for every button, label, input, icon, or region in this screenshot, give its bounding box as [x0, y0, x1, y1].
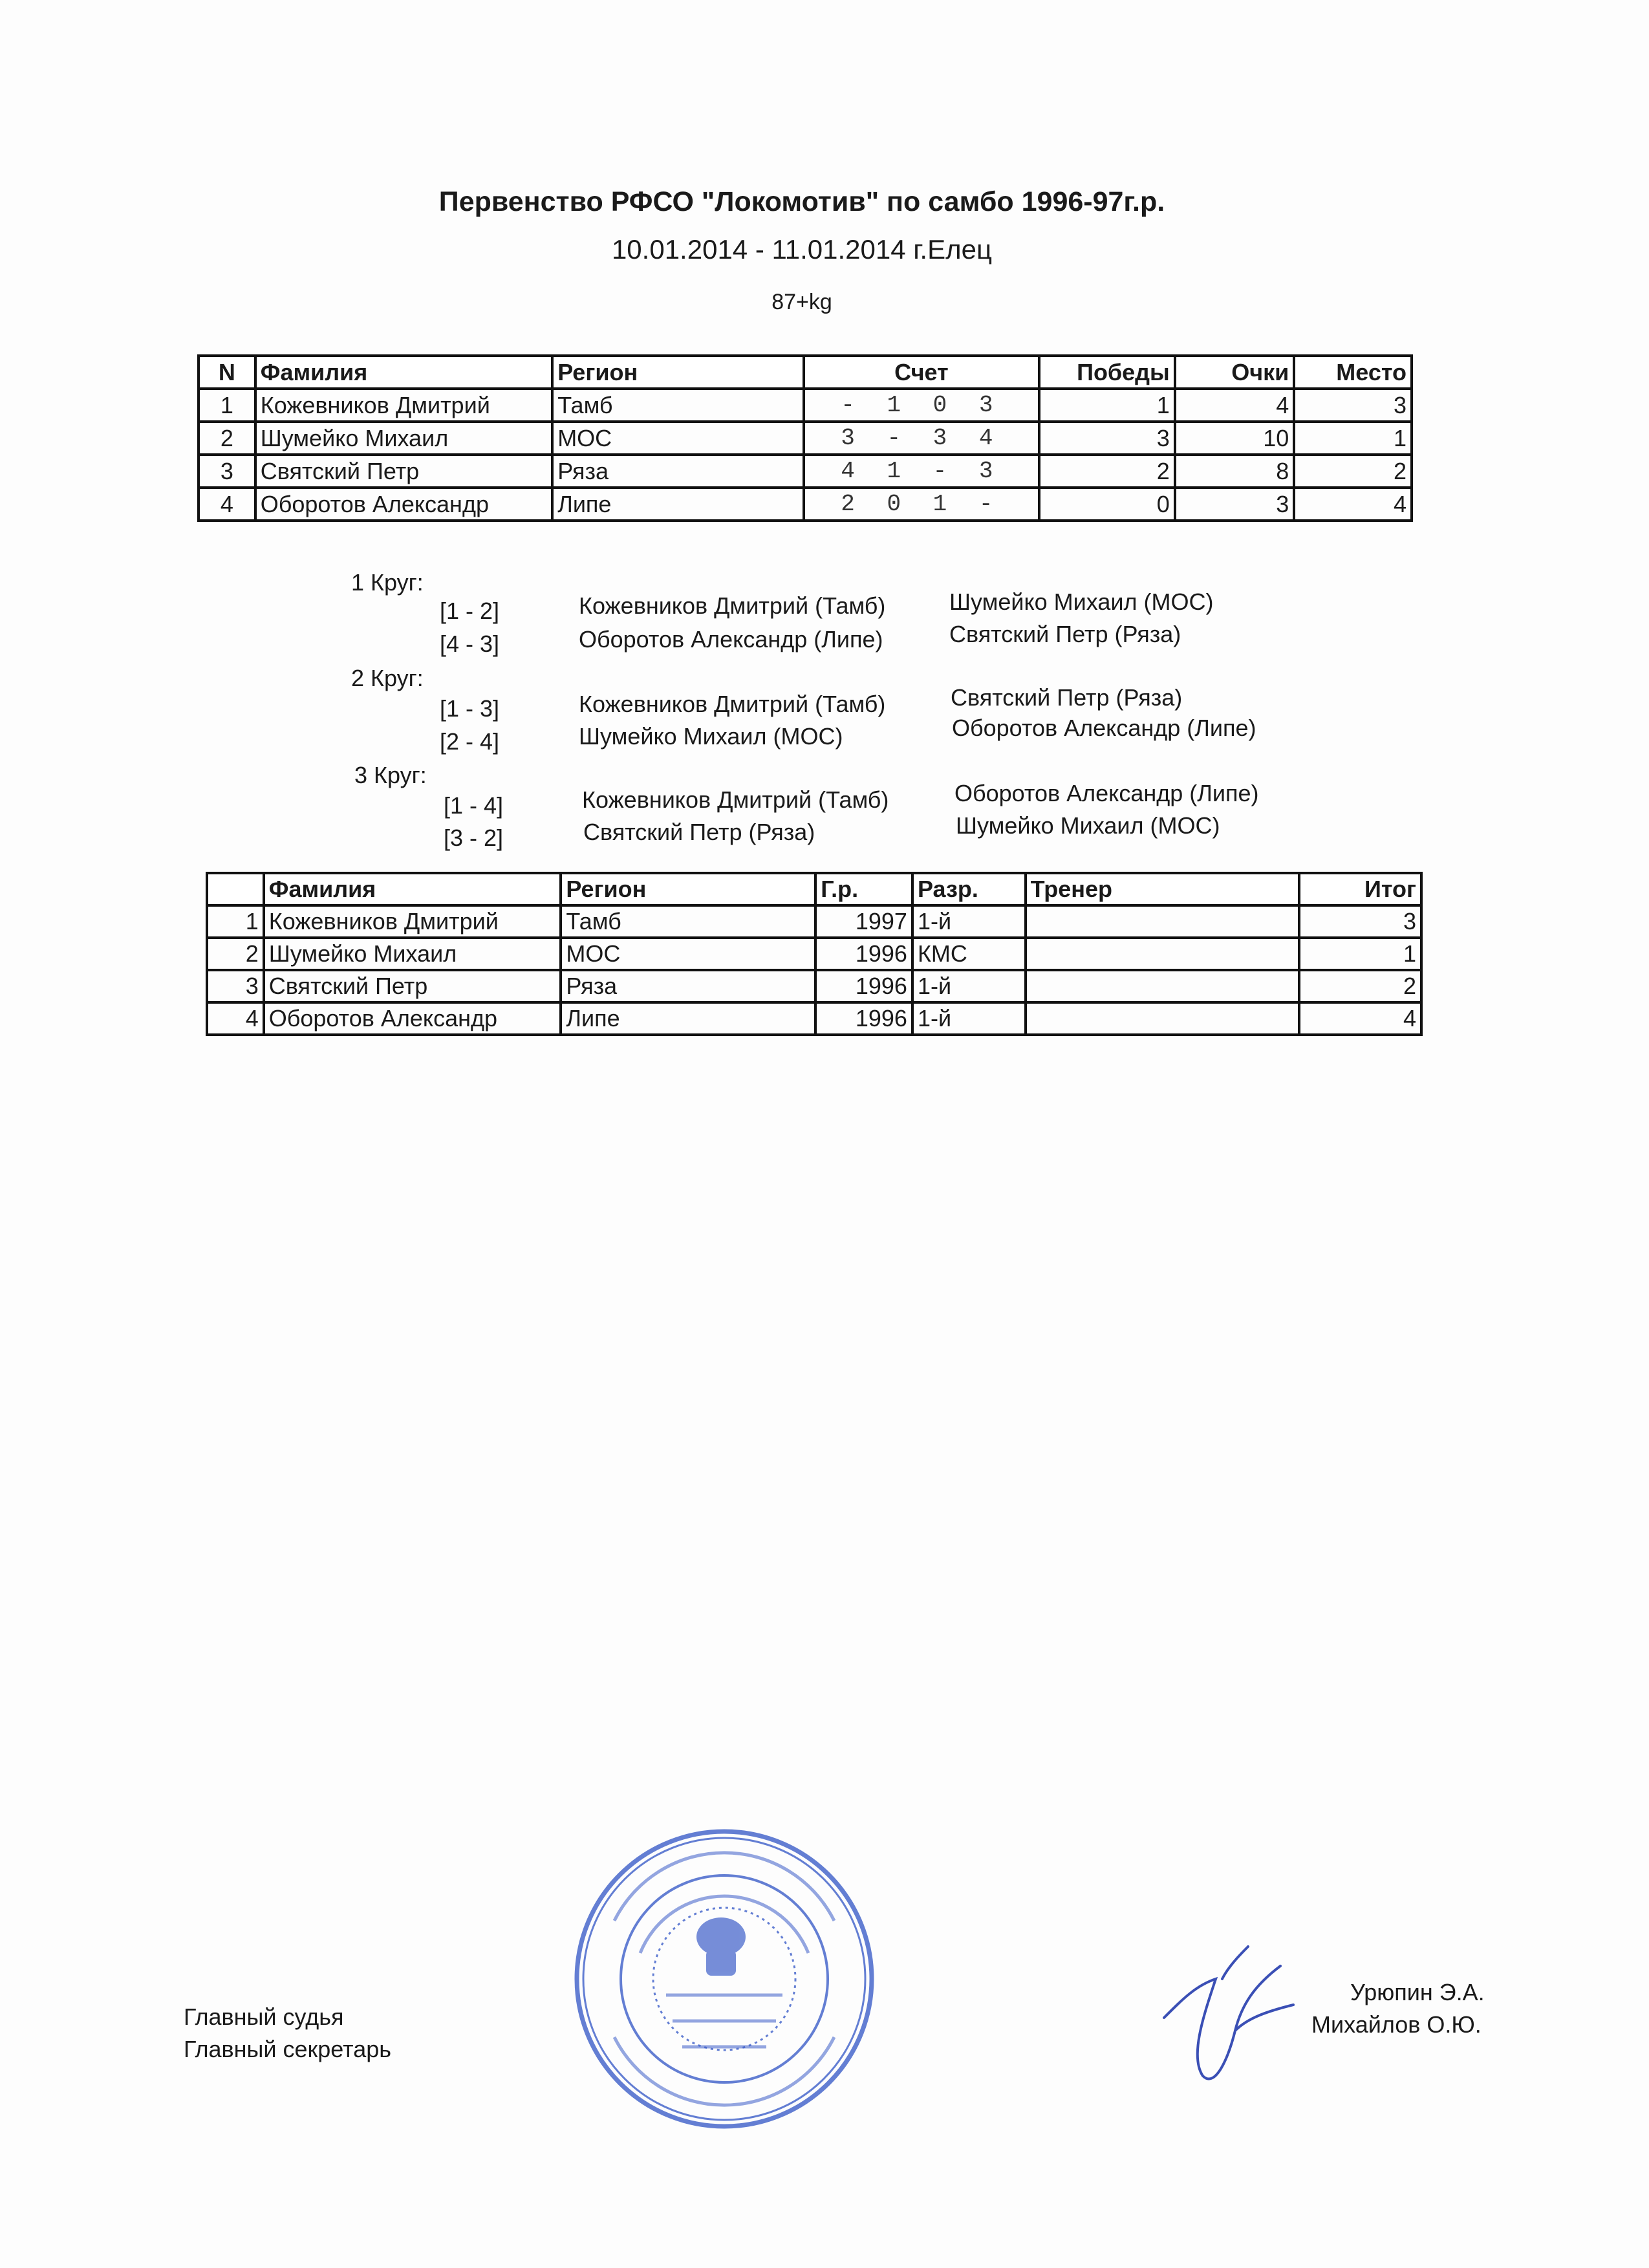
cell-birth-year: 1996 [815, 970, 912, 1002]
cell-rank: 1-й [912, 970, 1026, 1002]
col-header-name: Фамилия [255, 356, 552, 389]
organization-stamp [569, 1824, 879, 2134]
col-header-points: Очки [1175, 356, 1295, 389]
cell-points: 8 [1175, 455, 1295, 488]
cell-total: 3 [1299, 905, 1421, 938]
cell-wins: 3 [1039, 422, 1175, 455]
bout-pair: [2 - 4] [440, 728, 500, 755]
cell-coach [1026, 938, 1300, 970]
cell-name: Святский Петр [264, 970, 561, 1002]
chief-judge-label: Главный судья [184, 2003, 344, 2030]
table-row [199, 455, 1412, 488]
bout-fighter-b: Шумейко Михаил (МОС) [956, 812, 1220, 839]
cell-points: 3 [1175, 488, 1295, 521]
bout-pair: [1 - 3] [440, 695, 500, 722]
cell-total: 1 [1299, 938, 1421, 970]
table-row [207, 938, 1421, 970]
cell-coach [1026, 905, 1300, 938]
cell-wins: 2 [1039, 455, 1175, 488]
cell-region: Тамб [561, 905, 815, 938]
round-label: 2 Круг: [351, 665, 424, 691]
cell-n: 1 [199, 389, 255, 422]
table-row [199, 422, 1412, 455]
col-header-birth-year: Г.р. [815, 873, 912, 905]
chief-secretary-label: Главный секретарь [184, 2036, 391, 2062]
signature-scribble [1158, 1940, 1300, 2089]
bout-pair: [3 - 2] [444, 825, 504, 851]
cell-coach [1026, 970, 1300, 1002]
cell-score: 2 0 1 - [804, 488, 1039, 521]
round-label: 3 Круг: [354, 762, 427, 788]
cell-name: Шумейко Михаил [264, 938, 561, 970]
weight-category: 87+kg [771, 290, 832, 314]
cell-name: Шумейко Михаил [255, 422, 552, 455]
cell-region: Липе [552, 488, 804, 521]
table-row [207, 1002, 1421, 1035]
summary-header-row [207, 873, 1421, 905]
col-header-rank: Разр. [912, 873, 1026, 905]
cell-name: Кожевников Дмитрий [264, 905, 561, 938]
round-label: 1 Круг: [351, 569, 424, 596]
cell-index: 3 [207, 970, 264, 1002]
cell-region: МОС [561, 938, 815, 970]
bout-fighter-a: Кожевников Дмитрий (Тамб) [582, 786, 889, 813]
bout-fighter-a: Кожевников Дмитрий (Тамб) [579, 592, 886, 619]
document-title: Первенство РФСО "Локомотив" по самбо 1996-97г.р. [438, 186, 1165, 217]
col-header-place: Место [1294, 356, 1412, 389]
cell-points: 10 [1175, 422, 1295, 455]
col-header-region: Регион [561, 873, 815, 905]
bout-fighter-a: Святский Петр (Ряза) [583, 819, 815, 845]
stamp-emblem-icon [696, 1917, 746, 1976]
bout-fighter-a: Кожевников Дмитрий (Тамб) [579, 691, 886, 717]
cell-n: 3 [199, 455, 255, 488]
cell-index: 1 [207, 905, 264, 938]
bout-fighter-a: Оборотов Александр (Липе) [579, 626, 883, 653]
col-header-n: N [199, 356, 255, 389]
chief-judge-name: Урюпин Э.А. [1350, 1979, 1485, 2005]
cell-region: Ряза [552, 455, 804, 488]
cell-wins: 1 [1039, 389, 1175, 422]
cell-n: 4 [199, 488, 255, 521]
col-header-wins: Победы [1039, 356, 1175, 389]
cell-birth-year: 1996 [815, 1002, 912, 1035]
bout-fighter-b: Святский Петр (Ряза) [951, 684, 1183, 711]
bout-fighter-b: Шумейко Михаил (МОС) [949, 589, 1214, 615]
cell-region: Липе [561, 1002, 815, 1035]
cell-name: Кожевников Дмитрий [255, 389, 552, 422]
document-dates: 10.01.2014 - 11.01.2014 г.Елец [611, 234, 993, 265]
cell-name: Оборотов Александр [264, 1002, 561, 1035]
bout-fighter-a: Шумейко Михаил (МОС) [579, 723, 843, 750]
cell-rank: 1-й [912, 1002, 1026, 1035]
table-row [207, 970, 1421, 1002]
cell-n: 2 [199, 422, 255, 455]
summary-table [206, 872, 1423, 1036]
cell-name: Оборотов Александр [255, 488, 552, 521]
cell-place: 4 [1294, 488, 1412, 521]
cell-score: 4 1 - 3 [804, 455, 1039, 488]
cell-rank: 1-й [912, 905, 1026, 938]
bout-pair: [4 - 3] [440, 631, 500, 657]
bout-fighter-b: Оборотов Александр (Липе) [954, 780, 1259, 806]
cell-wins: 0 [1039, 488, 1175, 521]
col-header-coach: Тренер [1026, 873, 1300, 905]
cell-coach [1026, 1002, 1300, 1035]
cell-index: 4 [207, 1002, 264, 1035]
col-header-score: Счет [804, 356, 1039, 389]
cell-place: 2 [1294, 455, 1412, 488]
cell-region: МОС [552, 422, 804, 455]
chief-secretary-name: Михайлов О.Ю. [1311, 2011, 1482, 2038]
cell-score: - 1 0 3 [804, 389, 1039, 422]
bout-fighter-b: Святский Петр (Ряза) [949, 621, 1181, 647]
cell-place: 3 [1294, 389, 1412, 422]
cell-region: Ряза [561, 970, 815, 1002]
cell-points: 4 [1175, 389, 1295, 422]
col-header-region: Регион [552, 356, 804, 389]
col-header-total: Итог [1299, 873, 1421, 905]
cell-rank: КМС [912, 938, 1026, 970]
col-header-index [207, 873, 264, 905]
cell-index: 2 [207, 938, 264, 970]
col-header-name: Фамилия [264, 873, 561, 905]
cell-total: 2 [1299, 970, 1421, 1002]
results-table [197, 354, 1413, 522]
cell-name: Святский Петр [255, 455, 552, 488]
cell-birth-year: 1997 [815, 905, 912, 938]
cell-region: Тамб [552, 389, 804, 422]
results-header-row [199, 356, 1412, 389]
cell-total: 4 [1299, 1002, 1421, 1035]
cell-place: 1 [1294, 422, 1412, 455]
bout-fighter-b: Оборотов Александр (Липе) [952, 715, 1256, 741]
table-row [207, 905, 1421, 938]
bout-pair: [1 - 4] [444, 792, 504, 819]
bout-pair: [1 - 2] [440, 598, 500, 624]
cell-score: 3 - 3 4 [804, 422, 1039, 455]
table-row [199, 488, 1412, 521]
cell-birth-year: 1996 [815, 938, 912, 970]
table-row [199, 389, 1412, 422]
